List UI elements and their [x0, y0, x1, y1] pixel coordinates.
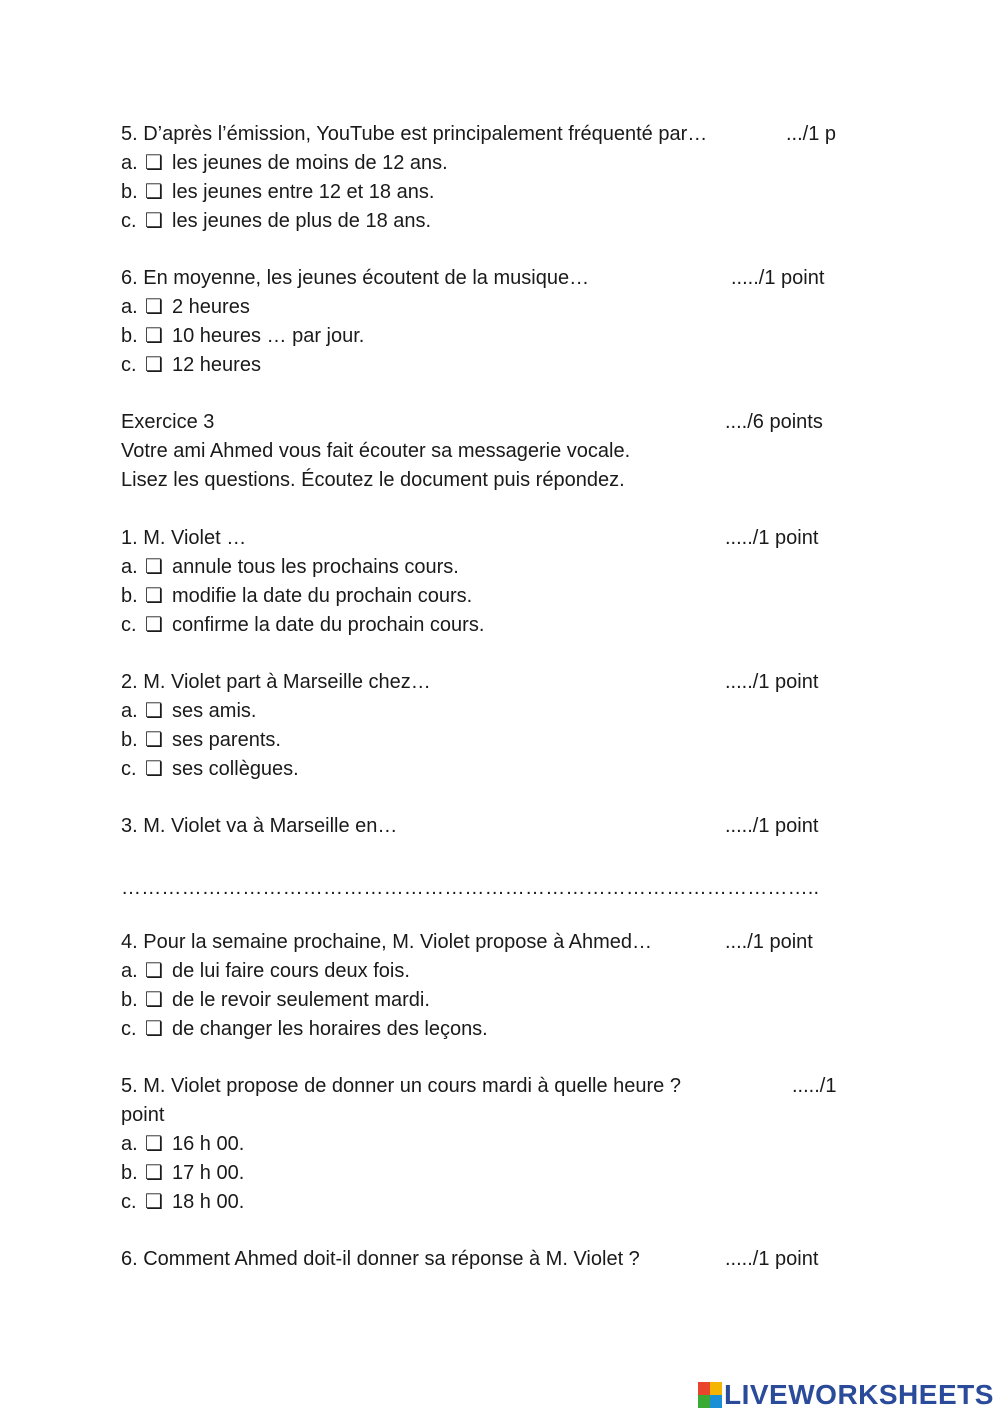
option-row[interactable]: [121, 699, 256, 723]
option-text: ses collègues.: [172, 758, 299, 780]
checkbox-icon[interactable]: ❏: [145, 210, 163, 232]
option-row[interactable]: [121, 151, 448, 175]
question-6-points: ...../1 point: [725, 1248, 819, 1270]
option-text: de lui faire cours deux fois.: [172, 960, 410, 982]
question-5-part1: 5. D’après l’émission, YouTube est principalement fréquenté par…: [121, 123, 708, 145]
checkbox-icon[interactable]: ❏: [145, 960, 163, 982]
option-letter: b.: [121, 585, 138, 607]
liveworksheets-logo[interactable]: [698, 1378, 994, 1412]
option-letter: c.: [121, 354, 137, 376]
checkbox-icon[interactable]: ❏: [145, 989, 163, 1011]
question-4: 4. Pour la semaine prochaine, M. Violet propose à Ahmed…: [121, 931, 653, 953]
option-row[interactable]: [121, 1132, 244, 1156]
question-1-points: ...../1 point: [725, 527, 819, 549]
checkbox-icon[interactable]: ❏: [145, 729, 163, 751]
option-text: ses amis.: [172, 700, 257, 722]
option-row[interactable]: [121, 555, 459, 579]
option-text: confirme la date du prochain cours.: [172, 614, 485, 636]
option-text: 17 h 00.: [172, 1162, 245, 1184]
option-letter: a.: [121, 700, 138, 722]
checkbox-icon[interactable]: ❏: [145, 296, 163, 318]
logo-tile: [698, 1395, 710, 1408]
option-letter: c.: [121, 210, 137, 232]
option-letter: b.: [121, 325, 138, 347]
question-2-points: ...../1 point: [725, 671, 819, 693]
question-3-points: ...../1 point: [725, 815, 819, 837]
option-text: 2 heures: [172, 296, 250, 318]
logo-text: LIVEWORKSHEETS: [724, 1379, 994, 1410]
option-row[interactable]: [121, 1017, 488, 1041]
option-text: modifie la date du prochain cours.: [172, 585, 473, 607]
option-text: annule tous les prochains cours.: [172, 556, 459, 578]
option-text: les jeunes de plus de 18 ans.: [172, 210, 432, 232]
checkbox-icon[interactable]: ❏: [145, 1191, 163, 1213]
option-letter: c.: [121, 1018, 137, 1040]
option-row[interactable]: [121, 613, 484, 637]
exercise-title: Exercice 3: [121, 411, 215, 433]
question-6: 6. Comment Ahmed doit-il donner sa réponse à M. Violet ?: [121, 1248, 640, 1270]
option-row[interactable]: [121, 959, 410, 983]
option-row[interactable]: [121, 584, 472, 608]
option-letter: a.: [121, 296, 138, 318]
question-1: 1. M. Violet …: [121, 527, 247, 549]
question-4-points: ..../1 point: [725, 931, 813, 953]
answer-line[interactable]: …………………………………………………………………………………………..: [121, 877, 820, 899]
option-letter: b.: [121, 1162, 138, 1184]
option-row[interactable]: [121, 1161, 244, 1185]
question-5-part1-points: .../1 p: [786, 123, 837, 145]
option-text: 16 h 00.: [172, 1133, 245, 1155]
checkbox-icon[interactable]: ❏: [145, 556, 163, 578]
option-text: de changer les horaires des leçons.: [172, 1018, 488, 1040]
logo-tile: [698, 1382, 710, 1395]
option-text: ses parents.: [172, 729, 281, 751]
exercise-points: ..../6 points: [725, 411, 823, 433]
question-2: 2. M. Violet part à Marseille chez…: [121, 671, 431, 693]
option-row[interactable]: [121, 324, 364, 348]
logo-tile: [710, 1382, 722, 1395]
option-row[interactable]: [121, 295, 250, 319]
option-row[interactable]: [121, 209, 431, 233]
question-5: 5. M. Violet propose de donner un cours mardi à quelle heure ?: [121, 1075, 681, 1097]
checkbox-icon[interactable]: ❏: [145, 354, 163, 376]
checkbox-icon[interactable]: ❏: [145, 1018, 163, 1040]
option-row[interactable]: [121, 1190, 244, 1214]
option-text: les jeunes de moins de 12 ans.: [172, 152, 448, 174]
option-letter: a.: [121, 960, 138, 982]
checkbox-icon[interactable]: ❏: [145, 585, 163, 607]
option-row[interactable]: [121, 353, 261, 377]
option-letter: c.: [121, 1191, 137, 1213]
checkbox-icon[interactable]: ❏: [145, 700, 163, 722]
checkbox-icon[interactable]: ❏: [145, 614, 163, 636]
option-row[interactable]: [121, 988, 430, 1012]
question-3: 3. M. Violet va à Marseille en…: [121, 815, 398, 837]
option-text: 10 heures … par jour.: [172, 325, 365, 347]
logo-tile: [710, 1395, 722, 1408]
question-6-part1-points: ...../1 point: [731, 267, 825, 289]
checkbox-icon[interactable]: ❏: [145, 1162, 163, 1184]
option-text: 12 heures: [172, 354, 261, 376]
checkbox-icon[interactable]: ❏: [145, 325, 163, 347]
logo-mark-icon: [698, 1382, 722, 1408]
question-6-part1: 6. En moyenne, les jeunes écoutent de la musique…: [121, 267, 590, 289]
option-text: de le revoir seulement mardi.: [172, 989, 430, 1011]
checkbox-icon[interactable]: ❏: [145, 758, 163, 780]
option-row[interactable]: [121, 728, 281, 752]
checkbox-icon[interactable]: ❏: [145, 181, 163, 203]
option-letter: b.: [121, 989, 138, 1011]
option-letter: a.: [121, 152, 138, 174]
option-letter: c.: [121, 758, 137, 780]
option-row[interactable]: [121, 180, 434, 204]
option-letter: b.: [121, 181, 138, 203]
exercise-instruction: Lisez les questions. Écoutez le document puis répondez.: [121, 469, 625, 491]
option-letter: c.: [121, 614, 137, 636]
option-letter: a.: [121, 1133, 138, 1155]
option-row[interactable]: [121, 757, 299, 781]
option-text: les jeunes entre 12 et 18 ans.: [172, 181, 435, 203]
checkbox-icon[interactable]: ❏: [145, 1133, 163, 1155]
option-letter: a.: [121, 556, 138, 578]
option-text: 18 h 00.: [172, 1191, 245, 1213]
question-5-points: ...../1: [792, 1075, 837, 1097]
exercise-instruction: Votre ami Ahmed vous fait écouter sa messagerie vocale.: [121, 440, 631, 462]
checkbox-icon[interactable]: ❏: [145, 152, 163, 174]
option-letter: b.: [121, 729, 138, 751]
question-5-points-wrap: point: [121, 1104, 165, 1126]
